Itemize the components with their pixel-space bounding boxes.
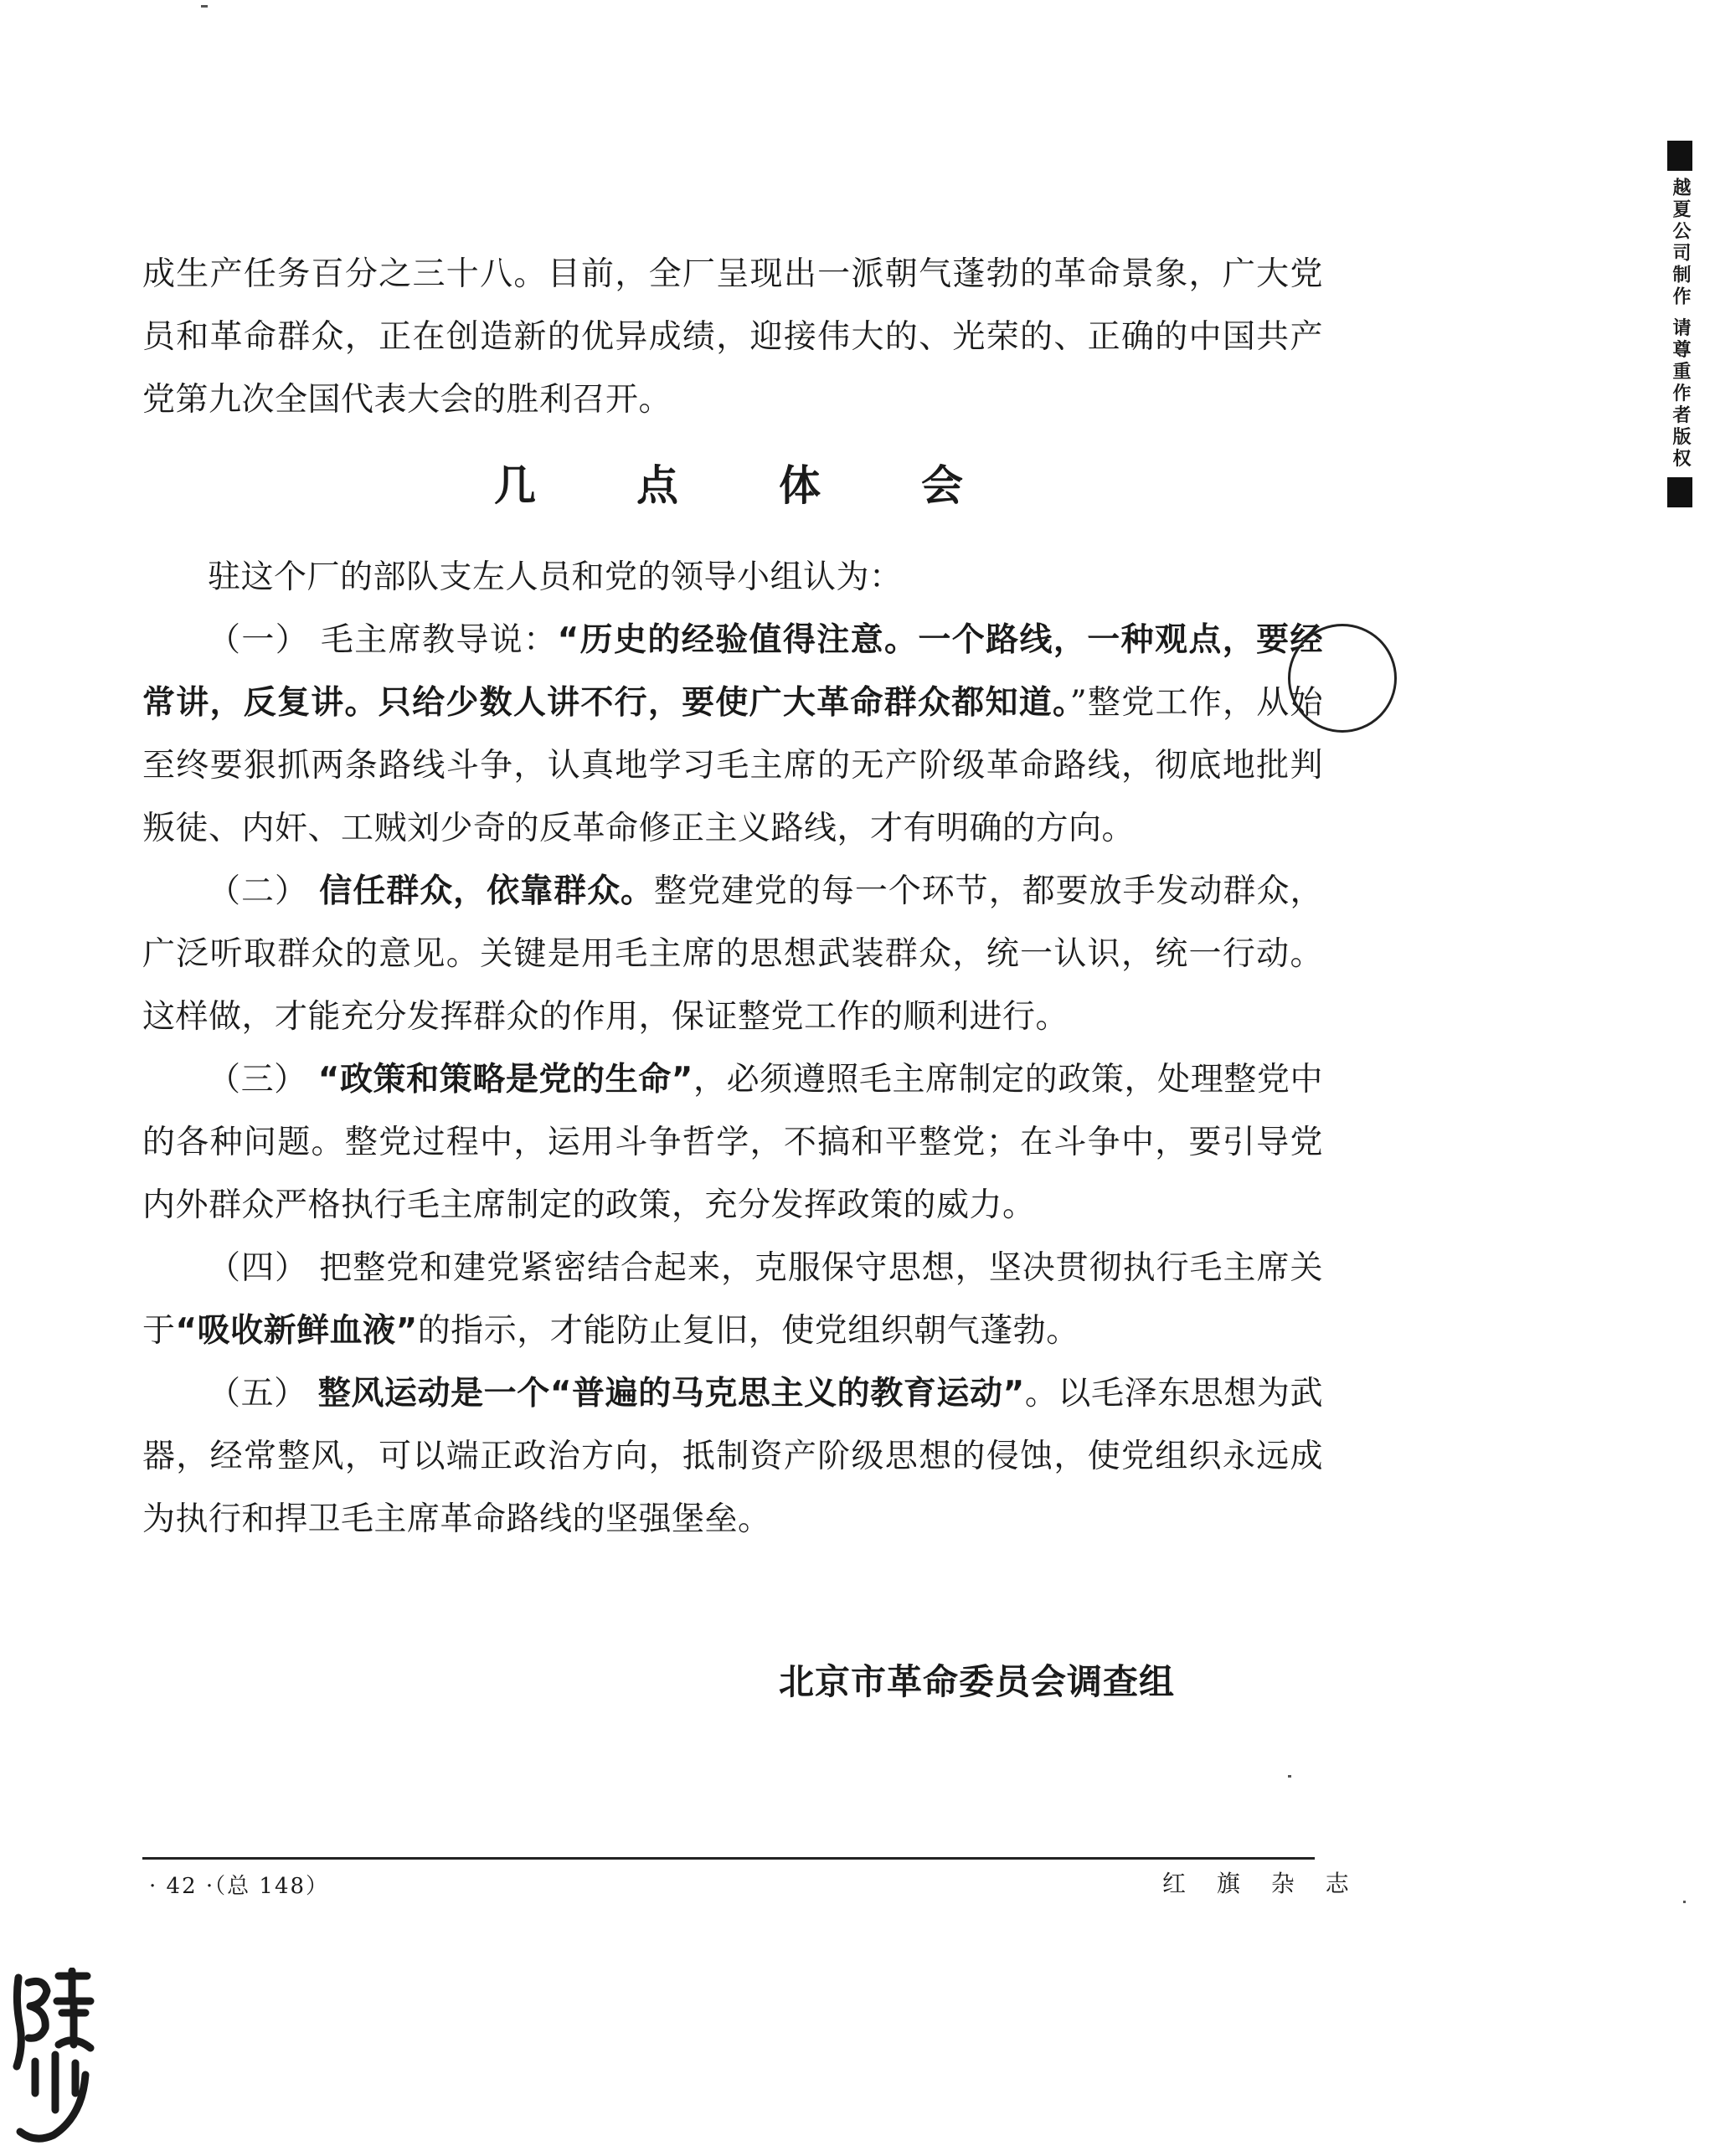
heading-char: 会	[921, 461, 963, 510]
watermark-bar-bottom	[1667, 477, 1692, 507]
section-heading	[494, 452, 963, 512]
watermark-text: 越夏公司制作 请尊重作者版权	[1670, 178, 1691, 471]
point-title-bold: 整风运动是一个	[317, 1375, 550, 1412]
heading-char: 体	[779, 461, 821, 510]
footer-rule	[142, 1857, 1315, 1860]
quote-bold: “吸收新鲜血液”	[175, 1312, 418, 1350]
signature: 北京市革命委员会调查组	[779, 1661, 1176, 1702]
quote-bold: “普遍的马克思主义的教育运动”	[549, 1375, 1025, 1412]
side-watermark	[1660, 141, 1700, 507]
scan-speck	[1288, 1775, 1291, 1778]
point-body: ”整党工作，从始至终要狠抓两条路线斗争，认真地学习毛主席的无产阶级革命路线，彻底地批判叛徒、内奸、工贼刘少奇的反革命修正主义路线，才有明确的方向。	[142, 684, 1323, 847]
text-block-main	[142, 546, 1323, 1551]
text-block-top	[142, 243, 1323, 431]
paragraph-point-5	[142, 1362, 1323, 1551]
point-body: 。以毛泽东思想为武器，经常整风，可以端正政治方向，抵制资产阶级思想的侵蚀，使党组织永远成为执行和捍卫毛主席革命路线的坚强堡垒。	[142, 1375, 1323, 1538]
scan-speck	[201, 5, 208, 8]
paragraph-continuation: 成生产任务百分之三十八。目前，全厂呈现出一派朝气蓬勃的革命景象，广大党员和革命群众，正在创造新的优异成绩，迎接伟大的、光荣的、正确的中国共产党第九次全国代表大会的胜利召开。	[142, 255, 1323, 419]
quote-bold: “历史的经验值得注意。一个路线，一种观点，要经常讲，反复讲。只给少数人讲不行，要使广大革命群众都知道。	[142, 621, 1323, 722]
heading-char: 几	[494, 461, 536, 510]
paragraph-intro: 驻这个厂的部队支左人员和党的领导小组认为：	[208, 558, 903, 596]
seal-stamp	[10, 1968, 100, 2148]
watermark-bar-top	[1667, 141, 1692, 171]
point-number: （三）	[208, 1061, 307, 1099]
point-body: 的指示，才能防止复旧，使党组织朝气蓬勃。	[417, 1312, 1079, 1350]
point-body: 把整党和建党紧密结合起来，克服保守思想，坚决贯彻执行毛主席关于	[142, 1249, 1323, 1350]
scan-speck	[1683, 1901, 1686, 1903]
page-number: · 42 ·（总 148）	[149, 1874, 330, 1899]
paragraph-point-1	[142, 609, 1323, 860]
point-title-bold: 信任群众，依靠群众。	[319, 872, 655, 910]
publication-name: 红 旗 杂 志	[1162, 1870, 1361, 1897]
circle-mark	[1288, 624, 1397, 733]
heading-char: 点	[636, 461, 678, 510]
point-body: ，必须遵照毛主席制定的政策，处理整党中的各种问题。整党过程中，运用斗争哲学，不搞和平整党；在斗争中，要引导党内外群众严格执行毛主席制定的政策，充分发挥政策的威力。	[142, 1061, 1323, 1224]
point-number: （五）	[208, 1375, 307, 1412]
paragraph-point-2	[142, 860, 1323, 1048]
point-number: （二）	[208, 872, 308, 910]
point-number: （一）	[208, 621, 310, 659]
point-number: （四）	[208, 1249, 308, 1287]
point-title-bold: “政策和策略是党的生命”	[317, 1061, 693, 1099]
paragraph-point-4	[142, 1237, 1323, 1362]
point-body: 整党建党的每一个环节，都要放手发动群众，广泛听取群众的意见。关键是用毛主席的思想武装群众，统一认识，统一行动。这样做，才能充分发挥群众的作用，保证整党工作的顺利进行。	[142, 872, 1323, 1036]
paragraph-point-3	[142, 1048, 1323, 1237]
point-lead: 毛主席教导说：	[320, 621, 558, 659]
